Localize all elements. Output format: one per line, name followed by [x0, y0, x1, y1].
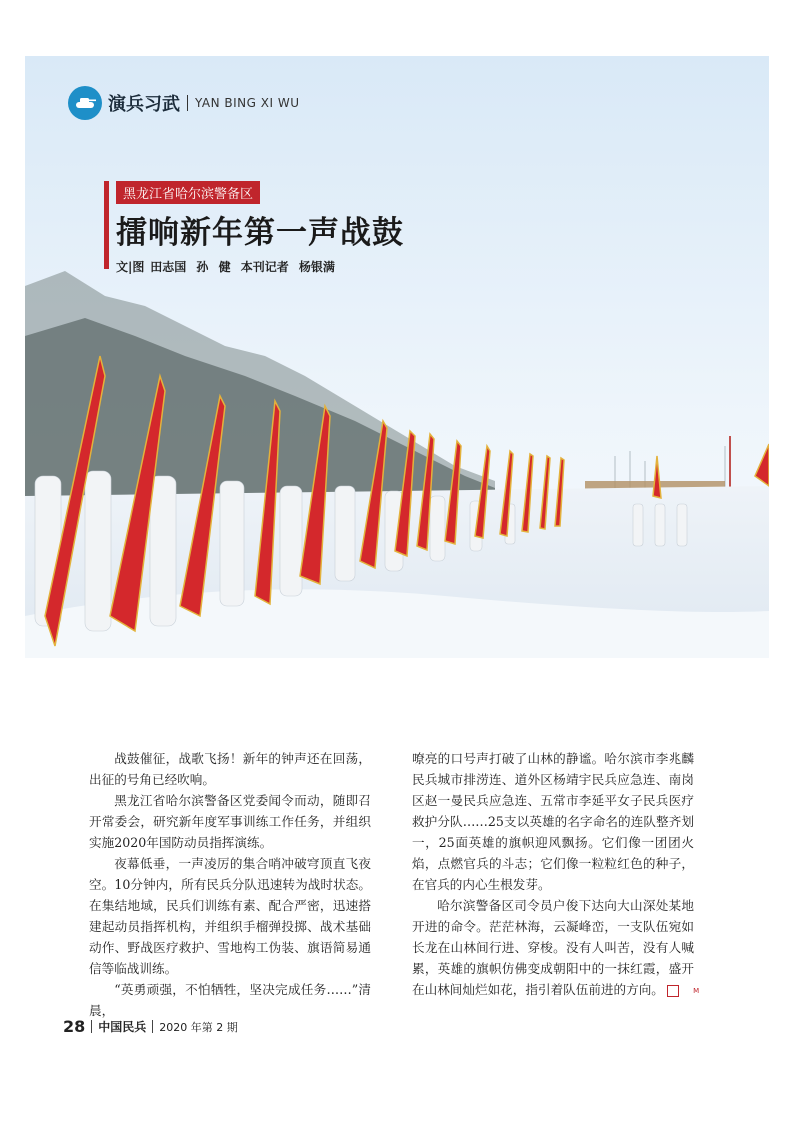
byline-label: 文|图: [116, 260, 145, 274]
body-column-1: [89, 748, 371, 1021]
footer-divider: [152, 1020, 153, 1033]
cover-photo: [25, 56, 769, 658]
snow-soldiers-flags-photo: [25, 56, 769, 658]
paragraph: 嘹亮的口号声打破了山林的静谧。哈尔滨市李兆麟民兵城市排涝连、道外区杨靖宇民兵应急连、南岗区赵一曼民兵应急连、五常市李延平女子民兵医疗救护分队……25支以英雄的名字命名的连队整齐划一，25面英雄的旗帜迎风飘扬。它们像一团团火焰，点燃官兵的斗志；它们像一粒粒红色的种子，在官兵的内心生根发芽。: [412, 751, 694, 892]
column-pinyin: YAN BING XI WU: [195, 96, 300, 110]
byline: [116, 258, 335, 275]
paragraph: 哈尔滨警备区司令员户俊下达向大山深处某地开进的命令。茫茫林海，云凝峰峦，一支队伍宛如长龙在山林间行进、穿梭。没有人叫苦，没有人喊累，英雄的旗帜仿佛变成朝阳中的一抹红霞，盛开在山林间灿烂如花，指引着队伍前进的方向。: [412, 898, 694, 997]
column-name: 演兵习武: [108, 94, 180, 115]
page-footer: [63, 1017, 238, 1036]
title-accent-bar: [104, 181, 109, 269]
paragraph-last: [412, 895, 700, 1000]
magazine-name: 中国民兵: [98, 1020, 147, 1034]
paragraph: 黑龙江省哈尔滨警备区党委闻令而动，随即召开常委会，研究新年度军事训练工作任务，并组织实施2020年国防动员指挥演练。: [89, 793, 371, 850]
body-column-2: [412, 748, 700, 1000]
article-title: 擂响新年第一声战鼓: [116, 215, 404, 251]
issue-info: 2020 年第 2 期: [159, 1020, 238, 1034]
column-divider: [187, 95, 188, 111]
column-tag: [68, 86, 299, 120]
paragraph: 夜幕低垂，一声凌厉的集合哨冲破穹顶直飞夜空。10分钟内，所有民兵分队迅速转为战时状态。在集结地域，民兵们训练有素、配合严密，迅速搭建起动员指挥机构，并组织手榴弹投掷、战术基础动作、野战医疗救护、雪地构工伪装、旗语简易通信等临战训练。: [89, 856, 371, 976]
page-number: 28: [63, 1017, 86, 1036]
tank-icon: [68, 86, 102, 120]
end-mark-icon: M: [667, 985, 679, 997]
region-label: 黑龙江省哈尔滨警备区: [116, 181, 260, 204]
footer-divider: [91, 1020, 92, 1033]
byline-names: 田志国 孙 健 本刊记者 杨银满: [150, 260, 335, 274]
paragraph: 战鼓催征，战歌飞扬！新年的钟声还在回荡，出征的号角已经吹响。: [89, 751, 371, 787]
paragraph: “英勇顽强，不怕牺牲，坚决完成任务……”清晨，: [89, 982, 371, 1018]
